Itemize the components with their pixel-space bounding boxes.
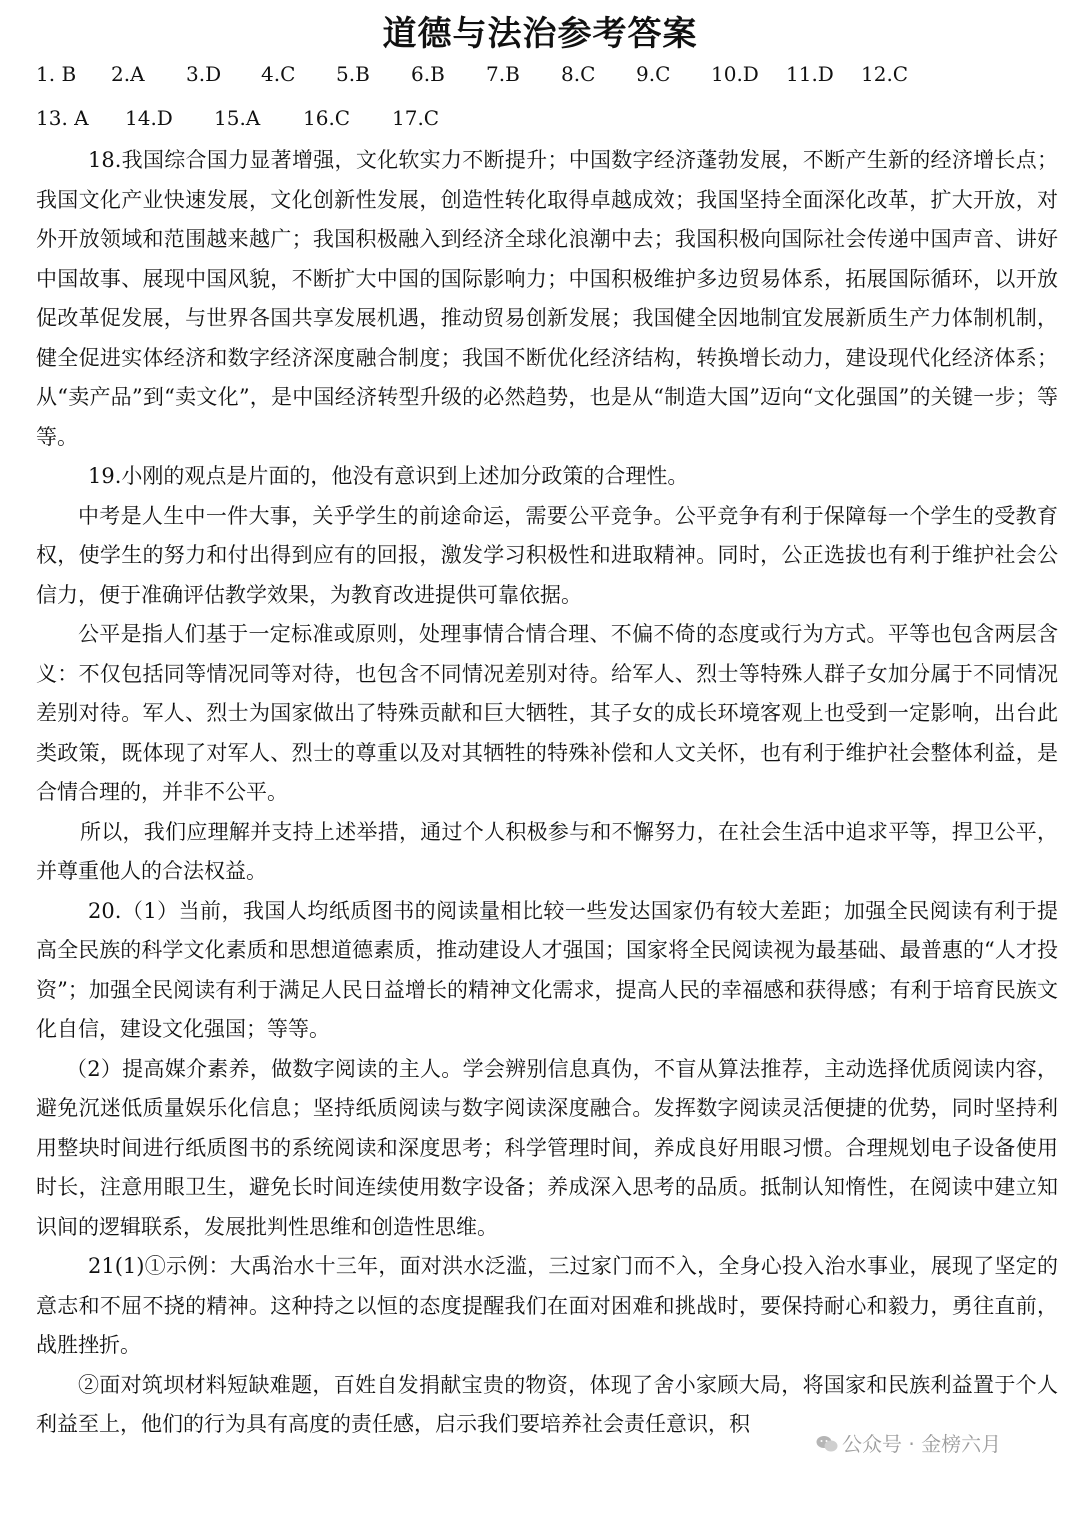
answer-18: 18.我国综合国力显著增强，文化软实力不断提升；中国数字经济蓬勃发展，不断产生新的经济增长点；我国文化产业快速发展，文化创新性发展，创造性转化取得卓越成效；我国坚持全面深化改革，扩大开放，对外开放领域和范围越来越广；我国积极融入到经济全球化浪潮中去；我国积极向国际社会传递中国声音、讲好中国故事、展现中国风貌，不断扩大中国的国际影响力；中国积极维护多边贸易体系，拓展国际循环，以开放促改革促发展，与世界各国共享发展机遇，推动贸易创新发展；我国健全因地制宜发展新质生产力体制机制，健全促进实体经济和数字经济深度融合制度；我国不断优化经济结构，转换增长动力，建设现代化经济体系；从“卖产品”到“卖文化”，是中国经济转型升级的必然趋势，也是从“制造大国”迈向“文化强国”的关键一步；等等。 [36, 148, 1058, 449]
mc-answer: 15.A [214, 106, 261, 130]
wechat-icon [816, 1435, 838, 1453]
answer-19-para-1: 中考是人生中一件大事，关乎学生的前途命运，需要公平竞争。公平竞争有利于保障每一个学生的受教育权，使学生的努力和付出得到应有的回报，激发学习积极性和进取精神。同时，公正选拔也有利于维护社会公信力，便于准确评估教学效果，为教育改进提供可靠依据。 [36, 503, 1058, 607]
mc-answers-row-1 [36, 62, 936, 86]
mc-answer: 3.D [186, 62, 222, 86]
mc-answer: 5.B [336, 62, 370, 86]
answer-21-part-2: ②面对筑坝材料短缺难题，百姓自发捐献宝贵的物资，体现了舍小家顾大局，将国家和民族利益置于个人利益至上，他们的行为具有高度的责任感，启示我们要培养社会责任意识，积 [36, 1372, 1058, 1436]
mc-answer: 8.C [561, 62, 596, 86]
mc-answer: 4.C [261, 62, 296, 86]
mc-answer: 1. B [36, 62, 77, 86]
answer-21-part-1: 21(1)①示例：大禹治水十三年，面对洪水泛滥，三过家门而不入，全身心投入治水事业，展现了坚定的意志和不屈不挠的精神。这种持之以恒的态度提醒我们在面对困难和挑战时，要保持耐心和毅力，勇往直前，战胜挫折。 [36, 1254, 1058, 1357]
mc-answer: 11.D [786, 62, 834, 86]
answer-20-part-2: （2）提高媒介素养，做数字阅读的主人。学会辨别信息真伪，不盲从算法推荐，主动选择优质阅读内容，避免沉迷低质量娱乐化信息；坚持纸质阅读与数字阅读深度融合。发挥数字阅读灵活便捷的优势，同时坚持利用整块时间进行纸质图书的系统阅读和深度思考；科学管理时间，养成良好用眼习惯。合理规划电子设备使用时长，注意用眼卫生，避免长时间连续使用数字设备；养成深入思考的品质。抵制认知惰性，在阅读中建立知识间的逻辑联系，发展批判性思维和创造性思维。 [36, 1056, 1058, 1239]
mc-answer: 6.B [411, 62, 445, 86]
answer-20-part-1: 20.（1）当前，我国人均纸质图书的阅读量相比较一些发达国家仍有较大差距；加强全民阅读有利于提高全民族的科学文化素质和思想道德素质，推动建设人才强国；国家将全民阅读视为最基础、最普惠的“人才投资”；加强全民阅读有利于满足人民日益增长的精神文化需求，提高人民的幸福感和获得感；有利于培育民族文化自信，建设文化强国；等等。 [36, 898, 1058, 1041]
mc-answer: 10.D [711, 62, 759, 86]
page-title: 道德与法治参考答案 [382, 14, 698, 54]
mc-answer: 14.D [125, 106, 173, 130]
watermark [812, 1428, 1005, 1457]
answer-19-para-2: 公平是指人们基于一定标准或原则，处理事情合情合理、不偏不倚的态度或行为方式。平等也包含两层含义：不仅包括同等情况同等对待，也包含不同情况差别对待。给军人、烈士等特殊人群子女加分属于不同情况差别对待。军人、烈士为国家做出了特殊贡献和巨大牺牲，其子女的成长环境客观上也受到一定影响，出台此类政策，既体现了对军人、烈士的尊重以及对其牺牲的特殊补偿和人文关怀，也有利于维护社会整体利益，是合情合理的，并非不公平。 [36, 622, 1058, 804]
mc-answer: 7.B [486, 62, 520, 86]
mc-answer: 17.C [392, 106, 440, 130]
answer-19-verdict: 19.小刚的观点是片面的，他没有意识到上述加分政策的合理性。 [88, 464, 689, 488]
mc-answer: 16.C [303, 106, 351, 130]
answer-body [36, 141, 1058, 1445]
mc-answer: 2.A [111, 62, 145, 86]
answer-19-para-3: 所以，我们应理解并支持上述举措，通过个人积极参与和不懈努力，在社会生活中追求平等，捍卫公平，并尊重他人的合法权益。 [36, 819, 1058, 883]
mc-answers-row-2 [36, 106, 481, 130]
mc-answer: 9.C [636, 62, 671, 86]
mc-answer: 12.C [861, 62, 909, 86]
watermark-text: 公众号 · 金榜六月 [842, 1432, 1002, 1456]
mc-answer: 13. A [36, 106, 89, 130]
